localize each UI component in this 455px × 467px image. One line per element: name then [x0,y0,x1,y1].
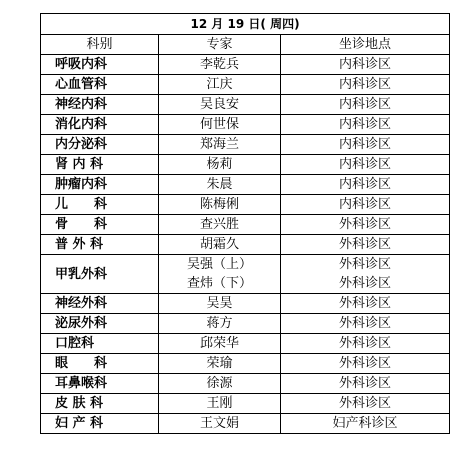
dept-cell: 骨 科 [41,215,159,235]
doctor-name: 何世保 [199,117,239,132]
dept-cell: 妇 产 科 [41,414,159,434]
table-row [41,414,450,434]
doctor-name: 王刚 [206,396,233,411]
location-name: 外科诊区 [339,296,392,311]
doctor-cell [159,394,281,414]
doctor-name: 吴良安 [199,97,239,112]
location-name: 外科诊区 [339,316,392,331]
location-cell [281,255,450,294]
doctor-name: 邱荣华 [199,336,239,351]
dept-cell: 甲乳外科 [41,255,159,294]
doctor-cell [159,155,281,175]
table-row [41,155,450,175]
dept-cell: 肾 内 科 [41,155,159,175]
location-cell [281,414,450,434]
doctor-name: 郑海兰 [199,137,239,152]
location-name: 外科诊区 [339,276,392,291]
doctor-name: 吴强（上） [186,257,252,272]
doctor-cell [159,235,281,255]
doctor-name: 荣瑜 [206,356,233,371]
doctor-name: 胡霜久 [199,237,239,252]
doctor-name: 查兴胜 [199,217,239,232]
location-name: 外科诊区 [339,237,392,252]
location-name: 外科诊区 [339,376,392,391]
doctor-name: 王文娟 [199,416,239,431]
doctor-cell [159,135,281,155]
table-row [41,115,450,135]
table-row [41,95,450,115]
table-row [41,374,450,394]
doctor-cell [159,354,281,374]
location-name: 内科诊区 [339,117,392,132]
dept-cell: 消化内科 [41,115,159,135]
doctor-name: 江庆 [206,77,233,92]
schedule-title: 12 月 19 日( 周四) [41,14,450,35]
location-cell [281,115,450,135]
doctor-name: 徐源 [206,376,233,391]
header-row [41,35,450,55]
table-row [41,235,450,255]
location-name: 外科诊区 [339,217,392,232]
location-name: 外科诊区 [339,336,392,351]
table-row [41,394,450,414]
table-row [41,354,450,374]
location-cell [281,175,450,195]
header-location: 坐诊地点 [281,35,450,55]
doctor-cell [159,334,281,354]
location-cell [281,334,450,354]
doctor-cell [159,294,281,314]
dept-cell: 内分泌科 [41,135,159,155]
schedule-body [41,55,450,434]
location-name: 内科诊区 [339,57,392,72]
location-cell [281,374,450,394]
location-name: 外科诊区 [339,396,392,411]
table-row [41,294,450,314]
dept-cell: 普 外 科 [41,235,159,255]
doctor-name: 朱晨 [206,177,233,192]
location-cell [281,195,450,215]
table-row [41,255,450,294]
location-name: 外科诊区 [339,356,392,371]
doctor-cell [159,95,281,115]
location-cell [281,235,450,255]
dept-cell: 肿瘤内科 [41,175,159,195]
table-row [41,175,450,195]
table-row [41,75,450,95]
doctor-cell [159,195,281,215]
dept-cell: 心血管科 [41,75,159,95]
location-name: 内科诊区 [339,97,392,112]
dept-cell: 呼吸内科 [41,55,159,75]
doctor-cell [159,55,281,75]
doctor-name: 蒋方 [206,316,233,331]
location-name: 外科诊区 [339,257,392,272]
location-cell [281,354,450,374]
doctor-cell [159,314,281,334]
table-row [41,55,450,75]
location-name: 妇产科诊区 [332,416,398,431]
doctor-name: 吴昊 [206,296,233,311]
doctor-cell [159,215,281,235]
dept-cell: 口腔科 [41,334,159,354]
dept-cell: 儿 科 [41,195,159,215]
location-cell [281,135,450,155]
table-row [41,135,450,155]
doctor-name: 杨莉 [206,157,233,172]
dept-cell: 眼 科 [41,354,159,374]
header-doctor: 专家 [159,35,281,55]
location-cell [281,314,450,334]
location-name: 内科诊区 [339,137,392,152]
location-cell [281,95,450,115]
table-row [41,215,450,235]
doctor-cell [159,414,281,434]
location-name: 内科诊区 [339,77,392,92]
table-row [41,334,450,354]
location-cell [281,55,450,75]
doctor-cell [159,75,281,95]
dept-cell: 耳鼻喉科 [41,374,159,394]
dept-cell: 神经外科 [41,294,159,314]
title-row [41,14,450,35]
location-cell [281,215,450,235]
table-row [41,314,450,334]
location-cell [281,394,450,414]
location-name: 内科诊区 [339,177,392,192]
header-dept: 科别 [41,35,159,55]
location-name: 内科诊区 [339,197,392,212]
doctor-cell [159,255,281,294]
location-cell [281,75,450,95]
table-row [41,195,450,215]
location-name: 内科诊区 [339,157,392,172]
dept-cell: 神经内科 [41,95,159,115]
schedule-table [40,13,450,434]
dept-cell: 皮 肤 科 [41,394,159,414]
doctor-cell [159,175,281,195]
dept-cell: 泌尿外科 [41,314,159,334]
doctor-cell [159,115,281,135]
doctor-name: 李乾兵 [199,57,239,72]
doctor-cell [159,374,281,394]
doctor-name: 陈梅俐 [199,197,239,212]
doctor-name: 查炜（下） [186,276,252,291]
location-cell [281,294,450,314]
location-cell [281,155,450,175]
